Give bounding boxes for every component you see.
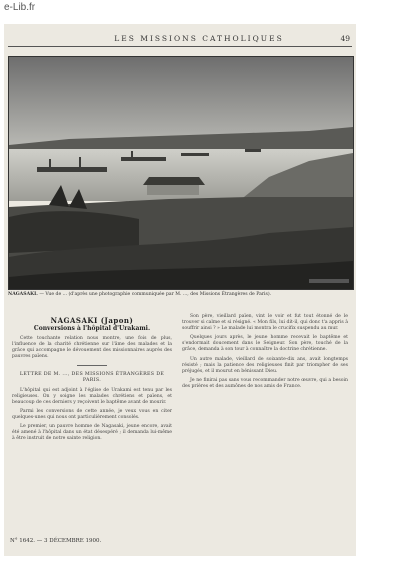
left-column [12, 314, 172, 446]
caption-place: NAGASAKI. [8, 292, 38, 297]
paragraph: Quelques jours après, le jeune homme recevait le baptême et s'endormait doucement dans le Seigneur. Son père, touché de la grâce, demanda à son tour à connaître la doctrine chrétienne. [182, 335, 348, 353]
issue-footer: N° 1642. — 3 DÉCEMBRE 1900. [10, 538, 102, 544]
caption-text: — Vue de ... (d'après une photographie communiquée par M. ..., des Missions Étrangères de Paris). [39, 292, 272, 297]
section-divider [77, 365, 107, 366]
article-intro: Cette touchante relation nous montre, une fois de plus, l'influence de la charité chrétienne sur l'âme des malades et la grâce qui accompagne le dévouement des missionnaires auprès des pauvres païens. [12, 336, 172, 360]
article-title: NAGASAKI (Japon) [50, 316, 134, 325]
paragraph: Je ne finirai pas sans vous recommander notre œuvre, qui a besoin des prières et des aumônes de nos amis de France. [182, 377, 348, 389]
letter-heading: LETTRE DE M. ..., DES MISSIONS ÉTRANGÈRES DE PARIS. [19, 371, 165, 383]
page-header: LES MISSIONS CATHOLIQUES [114, 34, 284, 43]
header-rule [8, 46, 352, 47]
watermark-logo: e-Lib.fr [4, 2, 36, 13]
paragraph: Son père, vieillard païen, vint le voir et fut tout étonné de le trouver si calme et si résigné. « Mon fils, lui dit-il, qui donc t'a appris à souffrir ainsi ? » Le malade lui montra le crucifix suspendu au mur. [182, 314, 348, 332]
paragraph: L'hôpital qui est adjoint à l'église de Urakami est tenu par les religieuses. On y soigne les malades chrétiens et païens, et beaucoup de ces derniers y reçoivent le baptême avant de mourir. [12, 387, 172, 405]
right-column [182, 314, 348, 393]
page-number: 49 [340, 34, 350, 43]
article-subtitle: Conversions à l'hôpital d'Urakami. [33, 325, 151, 333]
harbor-photograph [8, 56, 354, 290]
photo-caption [8, 292, 352, 298]
paragraph: Un autre malade, vieillard de soixante-dix ans, avait longtemps résisté ; mais la patience des religieuses finit par triompher de ses préjugés, et il mourut en bénissant Dieu. [182, 356, 348, 374]
paragraph: Le premier, un pauvre homme de Nagasaki, jeune encore, avait été amené à l'hôpital dans un état désespéré ; il demanda lui-même à être instruit de notre sainte religion. [12, 424, 172, 442]
magazine-page [4, 24, 356, 556]
paragraph: Parmi les conversions de cette année, je veux vous en citer quelques-unes qui nous ont particulièrement consolés. [12, 409, 172, 421]
harbor-photo-image [9, 57, 353, 289]
